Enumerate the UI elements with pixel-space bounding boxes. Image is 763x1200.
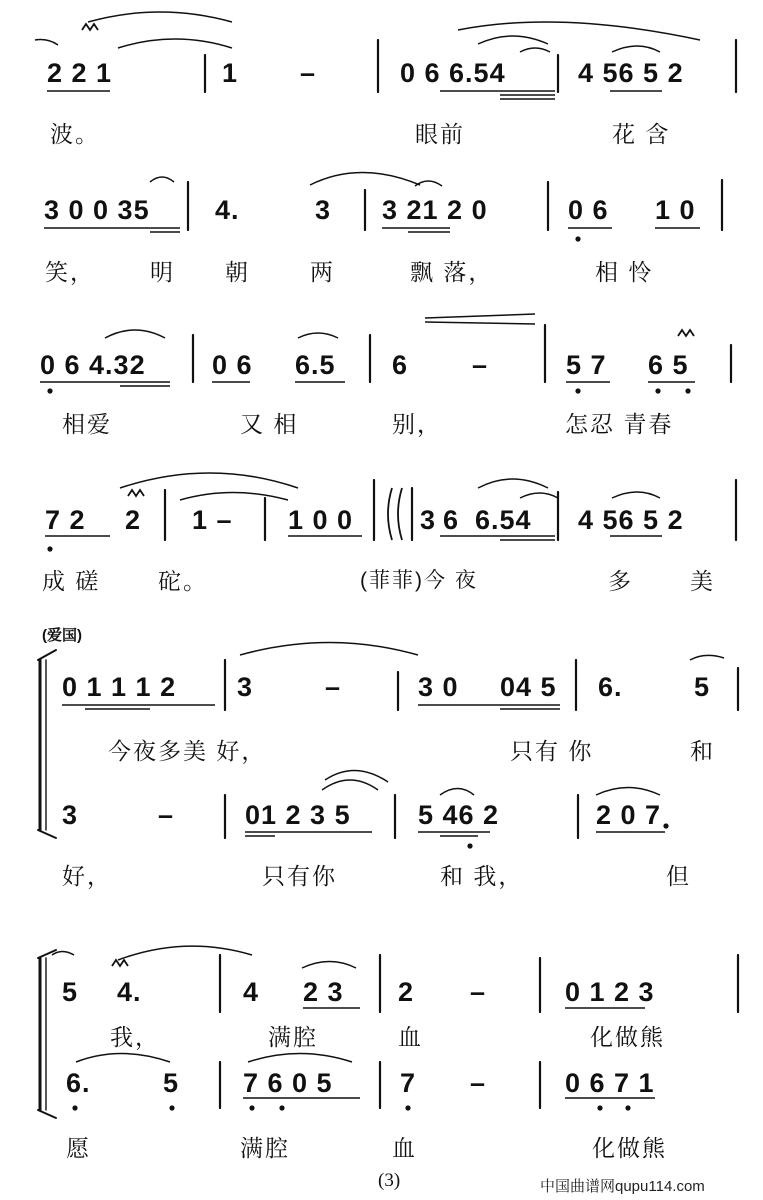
notes-r3-m3b: – — [472, 350, 489, 380]
notes-r6-m1a: 3 — [62, 800, 79, 830]
notes-r7-m3b: – — [470, 977, 487, 1007]
notes-r2-m1: 3 0 0 35 — [44, 195, 150, 225]
notes-r4-m1a: 7 2 — [45, 505, 86, 535]
notes-r5-m2a: 3 — [237, 672, 254, 702]
lyric-r7-b: 满腔 — [268, 1024, 318, 1050]
notes-r1-m2b: – — [300, 58, 317, 88]
lyric-r2-e: 飘 落， — [410, 259, 494, 285]
notes-r7-m2a: 4 — [243, 977, 260, 1007]
lyric-r5-c: 和 — [690, 738, 715, 764]
notes-r1-m3: 0 6 6.54 — [400, 58, 506, 88]
lyric-r8-b: 满腔 — [240, 1135, 290, 1161]
notes-r2-m4a: 0 6 — [568, 195, 609, 225]
notes-r2-m4b: 1 0 — [655, 195, 696, 225]
notes-r8-m3a: 7 — [400, 1068, 417, 1098]
notes-r1-m1: 2 2 1 — [47, 58, 113, 88]
lyric-r6-c: 和 我， — [440, 863, 524, 889]
lyric-r7-d: 化做熊 — [590, 1024, 665, 1050]
notes-r3-m3a: 6 — [392, 350, 409, 380]
lyric-r2-a: 笑， — [45, 259, 95, 285]
role-label-aiguo: (爱国) — [42, 627, 82, 644]
underlines — [40, 91, 700, 1098]
notes-r5-m4a: 6. — [598, 672, 623, 702]
notes-r7-m3a: 2 — [398, 977, 415, 1007]
notes-r6-m4: 2 0 7 — [596, 800, 662, 830]
notes-r3-m4b: 6 5 — [648, 350, 689, 380]
notes-r5-m4b: 5 — [694, 672, 711, 702]
lyric-r4-d: 多 — [608, 568, 633, 594]
lyric-r5-b: 只有 你 — [510, 738, 594, 764]
lyric-r3-d: 怎忍 青春 — [565, 411, 674, 437]
lyric-r5-a: 今夜多美 好， — [108, 738, 267, 764]
notes-r8-m3b: – — [470, 1068, 487, 1098]
notes-r4-m1b: 2 — [125, 505, 142, 535]
notes-r5-m3a: 3 0 — [418, 672, 459, 702]
lyric-r1-b: 眼前 — [415, 121, 465, 147]
lyric-r2-f: 相 怜 — [595, 259, 654, 285]
slurs — [35, 12, 724, 1062]
notes-r8-m4: 0 6 7 1 — [565, 1068, 655, 1098]
lyric-r6-b: 只有你 — [262, 863, 337, 889]
lyric-r4-b: 砣。 — [158, 568, 208, 594]
lyric-r8-a: 愿 — [66, 1135, 91, 1161]
lyric-r7-a: 我， — [110, 1024, 160, 1050]
notes-r6-m3: 5 46 2 — [418, 800, 500, 830]
notes-r4-m4c: 6.54 — [475, 505, 532, 535]
notes-r8-m2: 7 6 0 5 — [243, 1068, 333, 1098]
lyric-r8-d: 化做熊 — [592, 1135, 667, 1161]
ornament-marks — [82, 24, 694, 966]
notes-r6-m1b: – — [158, 800, 175, 830]
notes-r4-m3: 1 0 0 — [288, 505, 354, 535]
notes-r3-m2a: 0 6 — [212, 350, 253, 380]
lyric-r6-a: 好， — [62, 863, 112, 889]
notes-r2-m3: 3 21 2 0 — [382, 195, 488, 225]
lyric-r4-c: (菲菲)今 夜 — [360, 569, 478, 592]
lyric-r4-a: 成 磋 — [42, 568, 101, 594]
notes-r2-m2b: 3 — [315, 195, 332, 225]
notes-r7-m1a: 5 — [62, 977, 79, 1007]
lyric-r2-d: 两 — [310, 259, 335, 285]
notes-r7-m4: 0 1 2 3 — [565, 977, 655, 1007]
notes-r4-m4a: 3 — [420, 505, 437, 535]
notes-r7-m2b: 2 3 — [303, 977, 344, 1007]
notes-r5-m3b: 04 5 — [500, 672, 557, 702]
lyric-r7-c: 血 — [398, 1024, 423, 1050]
watermark: 中国曲谱网qupu114.com — [540, 1178, 705, 1195]
lyric-r3-c: 别， — [392, 411, 442, 437]
barlines — [38, 40, 738, 1118]
lyric-r2-b: 明 — [150, 259, 175, 285]
lyric-r4-e: 美 — [690, 568, 715, 594]
notes-r8-m1b: 5 — [163, 1068, 180, 1098]
notes-r1-m4: 4 56 5 2 — [578, 58, 684, 88]
lyric-r2-c: 朝 — [225, 259, 250, 285]
lyric-r1-c: 花 含 — [612, 121, 671, 147]
lyric-r8-c: 血 — [392, 1135, 417, 1161]
notes-r8-m1a: 6. — [66, 1068, 91, 1098]
notes-r7-m1b: 4. — [117, 977, 142, 1007]
notes-r3-m1: 0 6 4.32 — [40, 350, 146, 380]
page-number: (3) — [378, 1170, 401, 1191]
notes-r4-m5: 4 56 5 2 — [578, 505, 684, 535]
notes-r2-m2a: 4. — [215, 195, 240, 225]
notes-r6-m2: 01 2 3 5 — [245, 800, 351, 830]
notes-r3-m2b: 6.5 — [295, 350, 336, 380]
notes-r4-m4b: 6 — [443, 505, 460, 535]
lyric-r3-a: 相爱 — [62, 411, 112, 437]
notes-r4-m2: 1 – — [192, 505, 233, 535]
lyric-r3-b: 又 相 — [240, 411, 299, 437]
lyric-r6-d: 但 — [666, 863, 691, 889]
notes-r5-m1: 0 1 1 1 2 — [62, 672, 177, 702]
notes-r5-m2b: – — [325, 672, 342, 702]
notes-r3-m4a: 5 7 — [566, 350, 607, 380]
lyric-r1-a: 波。 — [50, 121, 100, 147]
notes-r1-m2a: 1 — [222, 58, 239, 88]
